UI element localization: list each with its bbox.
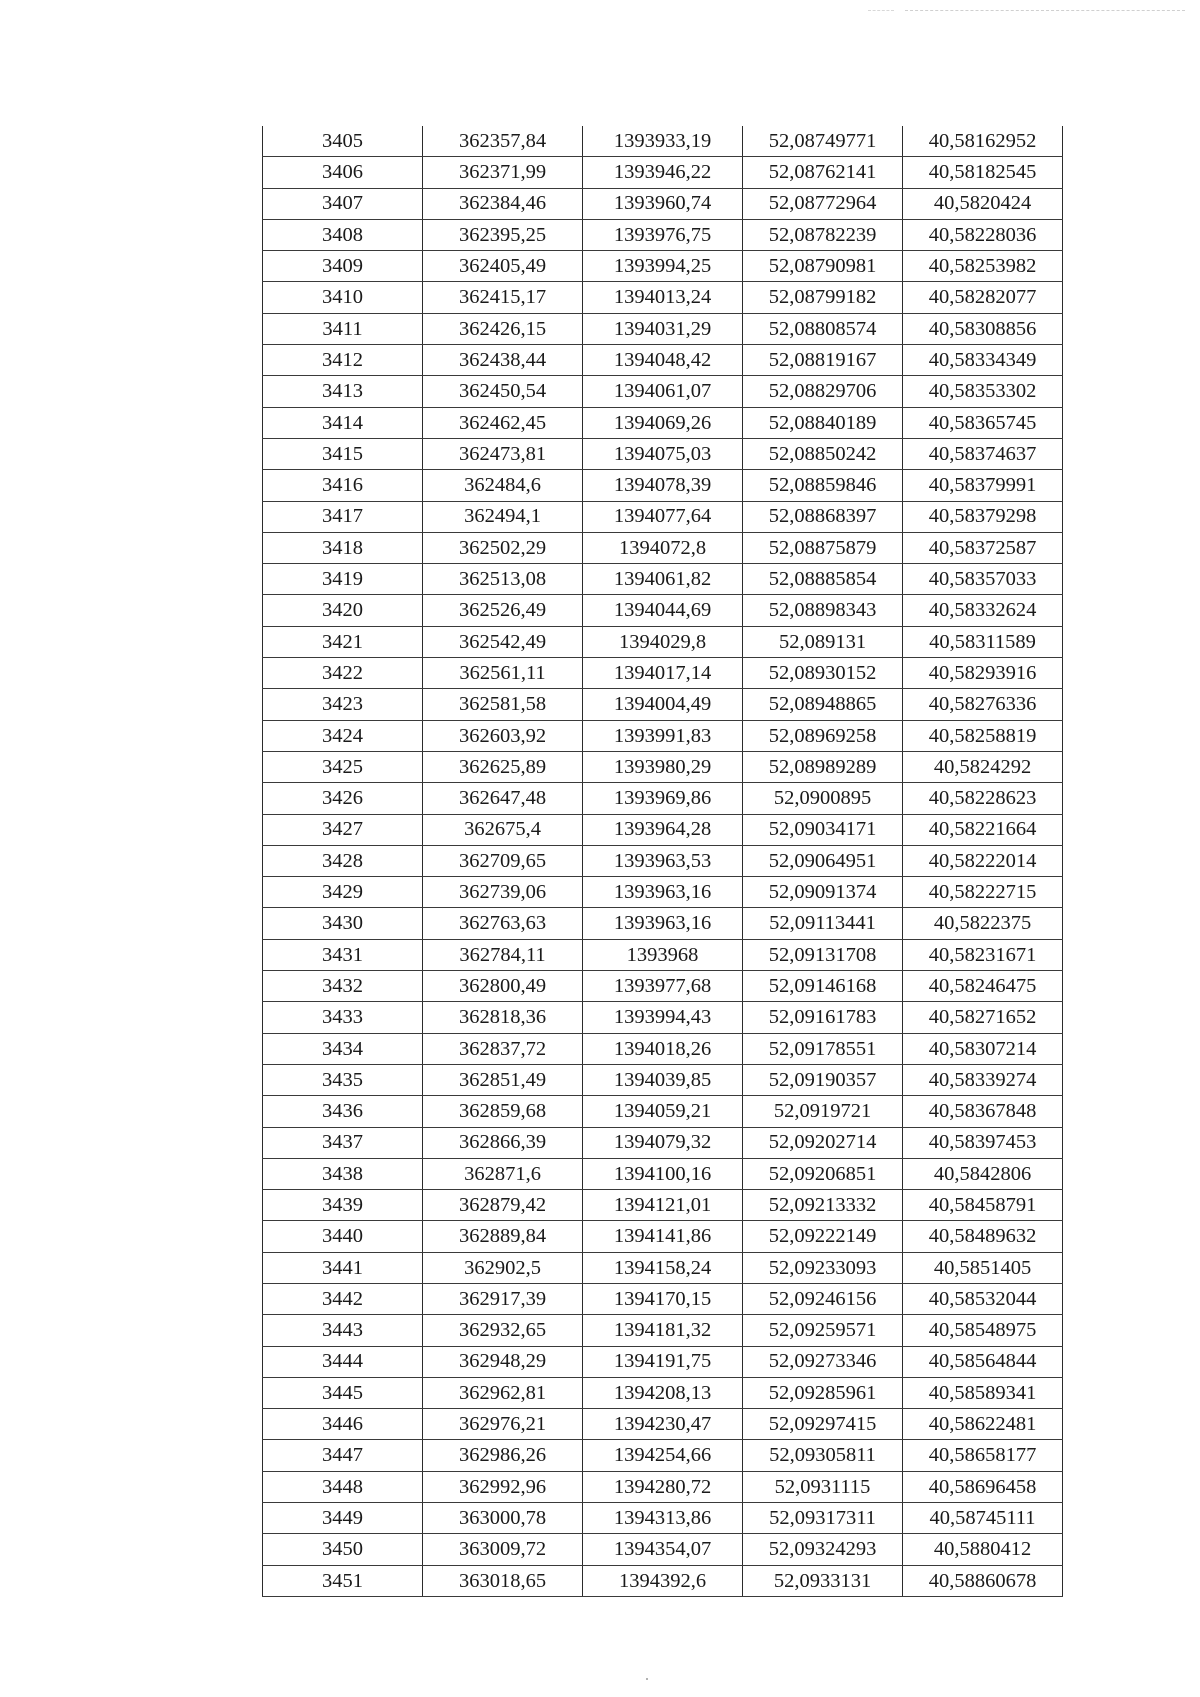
y-coordinate-cell: 1394061,07: [583, 376, 743, 407]
scan-artifact-line: [905, 10, 1185, 12]
table-row: [263, 1221, 1063, 1252]
longitude-cell: 40,58696458: [903, 1471, 1063, 1502]
longitude-cell: 40,58532044: [903, 1283, 1063, 1314]
y-coordinate-cell: 1394077,64: [583, 501, 743, 532]
y-coordinate-cell: 1394044,69: [583, 595, 743, 626]
latitude-cell: 52,09246156: [743, 1283, 903, 1314]
table-row: [263, 1315, 1063, 1346]
x-coordinate-cell: 362526,49: [423, 595, 583, 626]
longitude-cell: 40,58357033: [903, 564, 1063, 595]
x-coordinate-cell: 362871,6: [423, 1158, 583, 1189]
x-coordinate-cell: 362763,63: [423, 908, 583, 939]
longitude-cell: 40,5824292: [903, 751, 1063, 782]
latitude-cell: 52,09064951: [743, 845, 903, 876]
longitude-cell: 40,58222014: [903, 845, 1063, 876]
table-row: [263, 689, 1063, 720]
y-coordinate-cell: 1394069,26: [583, 407, 743, 438]
latitude-cell: 52,08898343: [743, 595, 903, 626]
x-coordinate-cell: 362384,46: [423, 188, 583, 219]
table-row: [263, 219, 1063, 250]
y-coordinate-cell: 1394018,26: [583, 1033, 743, 1064]
table-row: [263, 501, 1063, 532]
point-number-cell: 3408: [263, 219, 423, 250]
table-row: [263, 720, 1063, 751]
y-coordinate-cell: 1394029,8: [583, 626, 743, 657]
latitude-cell: 52,08948865: [743, 689, 903, 720]
y-coordinate-cell: 1394313,86: [583, 1503, 743, 1534]
longitude-cell: 40,58276336: [903, 689, 1063, 720]
table-row: [263, 345, 1063, 376]
x-coordinate-cell: 363018,65: [423, 1565, 583, 1596]
longitude-cell: 40,58339274: [903, 1064, 1063, 1095]
table-row: [263, 1033, 1063, 1064]
longitude-cell: 40,58271652: [903, 1002, 1063, 1033]
longitude-cell: 40,5822375: [903, 908, 1063, 939]
x-coordinate-cell: 362450,54: [423, 376, 583, 407]
y-coordinate-cell: 1394141,86: [583, 1221, 743, 1252]
x-coordinate-cell: 362462,45: [423, 407, 583, 438]
latitude-cell: 52,08969258: [743, 720, 903, 751]
latitude-cell: 52,09202714: [743, 1127, 903, 1158]
latitude-cell: 52,08885854: [743, 564, 903, 595]
y-coordinate-cell: 1394354,07: [583, 1534, 743, 1565]
point-number-cell: 3429: [263, 877, 423, 908]
latitude-cell: 52,08819167: [743, 345, 903, 376]
longitude-cell: 40,58489632: [903, 1221, 1063, 1252]
x-coordinate-cell: 362426,15: [423, 313, 583, 344]
point-number-cell: 3438: [263, 1158, 423, 1189]
y-coordinate-cell: 1394031,29: [583, 313, 743, 344]
latitude-cell: 52,09273346: [743, 1346, 903, 1377]
y-coordinate-cell: 1394061,82: [583, 564, 743, 595]
latitude-cell: 52,0919721: [743, 1096, 903, 1127]
x-coordinate-cell: 362494,1: [423, 501, 583, 532]
y-coordinate-cell: 1393977,68: [583, 971, 743, 1002]
x-coordinate-cell: 363000,78: [423, 1503, 583, 1534]
x-coordinate-cell: 362976,21: [423, 1409, 583, 1440]
latitude-cell: 52,08859846: [743, 470, 903, 501]
scan-artifact-line: [868, 10, 894, 12]
table-row: [263, 626, 1063, 657]
y-coordinate-cell: 1394392,6: [583, 1565, 743, 1596]
x-coordinate-cell: 362357,84: [423, 126, 583, 157]
table-row: [263, 658, 1063, 689]
point-number-cell: 3442: [263, 1283, 423, 1314]
y-coordinate-cell: 1394004,49: [583, 689, 743, 720]
longitude-cell: 40,58228623: [903, 783, 1063, 814]
longitude-cell: 40,58458791: [903, 1190, 1063, 1221]
y-coordinate-cell: 1394078,39: [583, 470, 743, 501]
x-coordinate-cell: 362962,81: [423, 1377, 583, 1408]
y-coordinate-cell: 1393980,29: [583, 751, 743, 782]
latitude-cell: 52,09233093: [743, 1252, 903, 1283]
point-number-cell: 3420: [263, 595, 423, 626]
x-coordinate-cell: 362513,08: [423, 564, 583, 595]
point-number-cell: 3431: [263, 939, 423, 970]
table-row: [263, 1503, 1063, 1534]
x-coordinate-cell: 362859,68: [423, 1096, 583, 1127]
x-coordinate-cell: 362502,29: [423, 532, 583, 563]
point-number-cell: 3437: [263, 1127, 423, 1158]
longitude-cell: 40,58282077: [903, 282, 1063, 313]
latitude-cell: 52,09190357: [743, 1064, 903, 1095]
longitude-cell: 40,58379991: [903, 470, 1063, 501]
table-row: [263, 1064, 1063, 1095]
latitude-cell: 52,09091374: [743, 877, 903, 908]
x-coordinate-cell: 362800,49: [423, 971, 583, 1002]
longitude-cell: 40,58548975: [903, 1315, 1063, 1346]
latitude-cell: 52,08772964: [743, 188, 903, 219]
point-number-cell: 3450: [263, 1534, 423, 1565]
point-number-cell: 3432: [263, 971, 423, 1002]
x-coordinate-cell: 362438,44: [423, 345, 583, 376]
point-number-cell: 3417: [263, 501, 423, 532]
table-row: [263, 1252, 1063, 1283]
table-row: [263, 1471, 1063, 1502]
y-coordinate-cell: 1394230,47: [583, 1409, 743, 1440]
x-coordinate-cell: 362992,96: [423, 1471, 583, 1502]
table-row: [263, 751, 1063, 782]
latitude-cell: 52,08840189: [743, 407, 903, 438]
y-coordinate-cell: 1394075,03: [583, 438, 743, 469]
table-row: [263, 313, 1063, 344]
longitude-cell: 40,5851405: [903, 1252, 1063, 1283]
point-number-cell: 3449: [263, 1503, 423, 1534]
point-number-cell: 3428: [263, 845, 423, 876]
longitude-cell: 40,58307214: [903, 1033, 1063, 1064]
y-coordinate-cell: 1393991,83: [583, 720, 743, 751]
longitude-cell: 40,58222715: [903, 877, 1063, 908]
point-number-cell: 3443: [263, 1315, 423, 1346]
x-coordinate-cell: 362415,17: [423, 282, 583, 313]
table-row: [263, 783, 1063, 814]
y-coordinate-cell: 1394191,75: [583, 1346, 743, 1377]
y-coordinate-cell: 1393963,16: [583, 877, 743, 908]
x-coordinate-cell: 362948,29: [423, 1346, 583, 1377]
y-coordinate-cell: 1393946,22: [583, 157, 743, 188]
latitude-cell: 52,08989289: [743, 751, 903, 782]
point-number-cell: 3416: [263, 470, 423, 501]
longitude-cell: 40,58246475: [903, 971, 1063, 1002]
latitude-cell: 52,0931115: [743, 1471, 903, 1502]
latitude-cell: 52,0933131: [743, 1565, 903, 1596]
latitude-cell: 52,09213332: [743, 1190, 903, 1221]
x-coordinate-cell: 362739,06: [423, 877, 583, 908]
table-row: [263, 251, 1063, 282]
y-coordinate-cell: 1394048,42: [583, 345, 743, 376]
x-coordinate-cell: 362866,39: [423, 1127, 583, 1158]
latitude-cell: 52,09324293: [743, 1534, 903, 1565]
table-row: [263, 282, 1063, 313]
latitude-cell: 52,09113441: [743, 908, 903, 939]
y-coordinate-cell: 1393963,16: [583, 908, 743, 939]
table-row: [263, 595, 1063, 626]
longitude-cell: 40,58221664: [903, 814, 1063, 845]
table-row: [263, 845, 1063, 876]
point-number-cell: 3414: [263, 407, 423, 438]
y-coordinate-cell: 1393963,53: [583, 845, 743, 876]
y-coordinate-cell: 1394121,01: [583, 1190, 743, 1221]
x-coordinate-cell: 362625,89: [423, 751, 583, 782]
longitude-cell: 40,58258819: [903, 720, 1063, 751]
longitude-cell: 40,58374637: [903, 438, 1063, 469]
x-coordinate-cell: 362879,42: [423, 1190, 583, 1221]
point-number-cell: 3433: [263, 1002, 423, 1033]
y-coordinate-cell: 1394039,85: [583, 1064, 743, 1095]
table-row: [263, 1377, 1063, 1408]
table-row: [263, 532, 1063, 563]
point-number-cell: 3439: [263, 1190, 423, 1221]
longitude-cell: 40,58367848: [903, 1096, 1063, 1127]
table-row: [263, 1096, 1063, 1127]
longitude-cell: 40,58332624: [903, 595, 1063, 626]
y-coordinate-cell: 1394100,16: [583, 1158, 743, 1189]
latitude-cell: 52,089131: [743, 626, 903, 657]
longitude-cell: 40,58365745: [903, 407, 1063, 438]
longitude-cell: 40,58308856: [903, 313, 1063, 344]
point-number-cell: 3405: [263, 126, 423, 157]
y-coordinate-cell: 1394170,15: [583, 1283, 743, 1314]
point-number-cell: 3441: [263, 1252, 423, 1283]
latitude-cell: 52,09317311: [743, 1503, 903, 1534]
point-number-cell: 3451: [263, 1565, 423, 1596]
x-coordinate-cell: 362851,49: [423, 1064, 583, 1095]
point-number-cell: 3423: [263, 689, 423, 720]
point-number-cell: 3435: [263, 1064, 423, 1095]
latitude-cell: 52,08875879: [743, 532, 903, 563]
y-coordinate-cell: 1393968: [583, 939, 743, 970]
point-number-cell: 3426: [263, 783, 423, 814]
coordinates-table: [262, 126, 1063, 1597]
y-coordinate-cell: 1394072,8: [583, 532, 743, 563]
x-coordinate-cell: 362932,65: [423, 1315, 583, 1346]
latitude-cell: 52,08808574: [743, 313, 903, 344]
latitude-cell: 52,08790981: [743, 251, 903, 282]
table-row: [263, 1158, 1063, 1189]
table-row: [263, 877, 1063, 908]
longitude-cell: 40,58228036: [903, 219, 1063, 250]
table-row: [263, 1409, 1063, 1440]
table-row: [263, 438, 1063, 469]
point-number-cell: 3445: [263, 1377, 423, 1408]
x-coordinate-cell: 362647,48: [423, 783, 583, 814]
y-coordinate-cell: 1394181,32: [583, 1315, 743, 1346]
y-coordinate-cell: 1394158,24: [583, 1252, 743, 1283]
latitude-cell: 52,08868397: [743, 501, 903, 532]
longitude-cell: 40,58311589: [903, 626, 1063, 657]
point-number-cell: 3410: [263, 282, 423, 313]
y-coordinate-cell: 1393994,43: [583, 1002, 743, 1033]
x-coordinate-cell: 362542,49: [423, 626, 583, 657]
point-number-cell: 3424: [263, 720, 423, 751]
latitude-cell: 52,08930152: [743, 658, 903, 689]
table-row: [263, 1002, 1063, 1033]
longitude-cell: 40,5880412: [903, 1534, 1063, 1565]
latitude-cell: 52,09206851: [743, 1158, 903, 1189]
y-coordinate-cell: 1393960,74: [583, 188, 743, 219]
y-coordinate-cell: 1393933,19: [583, 126, 743, 157]
point-number-cell: 3419: [263, 564, 423, 595]
table-row: [263, 814, 1063, 845]
y-coordinate-cell: 1393964,28: [583, 814, 743, 845]
latitude-cell: 52,08762141: [743, 157, 903, 188]
longitude-cell: 40,58658177: [903, 1440, 1063, 1471]
latitude-cell: 52,08850242: [743, 438, 903, 469]
point-number-cell: 3421: [263, 626, 423, 657]
point-number-cell: 3446: [263, 1409, 423, 1440]
y-coordinate-cell: 1393994,25: [583, 251, 743, 282]
longitude-cell: 40,58379298: [903, 501, 1063, 532]
y-coordinate-cell: 1393976,75: [583, 219, 743, 250]
table-row: [263, 971, 1063, 1002]
table-row: [263, 1440, 1063, 1471]
table-row: [263, 564, 1063, 595]
y-coordinate-cell: 1394059,21: [583, 1096, 743, 1127]
point-number-cell: 3415: [263, 438, 423, 469]
table-row: [263, 188, 1063, 219]
table-row: [263, 157, 1063, 188]
latitude-cell: 52,08829706: [743, 376, 903, 407]
y-coordinate-cell: 1394208,13: [583, 1377, 743, 1408]
table-row: [263, 1534, 1063, 1565]
table-row: [263, 376, 1063, 407]
point-number-cell: 3422: [263, 658, 423, 689]
y-coordinate-cell: 1394079,32: [583, 1127, 743, 1158]
x-coordinate-cell: 362473,81: [423, 438, 583, 469]
table-row: [263, 407, 1063, 438]
point-number-cell: 3409: [263, 251, 423, 282]
latitude-cell: 52,0900895: [743, 783, 903, 814]
table-row: [263, 1346, 1063, 1377]
longitude-cell: 40,5842806: [903, 1158, 1063, 1189]
x-coordinate-cell: 362371,99: [423, 157, 583, 188]
x-coordinate-cell: 362561,11: [423, 658, 583, 689]
y-coordinate-cell: 1394254,66: [583, 1440, 743, 1471]
y-coordinate-cell: 1393969,86: [583, 783, 743, 814]
latitude-cell: 52,09259571: [743, 1315, 903, 1346]
table-row: [263, 126, 1063, 157]
x-coordinate-cell: 362784,11: [423, 939, 583, 970]
coordinates-table-container: [262, 126, 1062, 1597]
x-coordinate-cell: 362395,25: [423, 219, 583, 250]
scan-artifact-dot: [646, 1678, 648, 1680]
table-row: [263, 1565, 1063, 1596]
x-coordinate-cell: 362405,49: [423, 251, 583, 282]
table-row: [263, 1127, 1063, 1158]
latitude-cell: 52,09161783: [743, 1002, 903, 1033]
point-number-cell: 3413: [263, 376, 423, 407]
point-number-cell: 3412: [263, 345, 423, 376]
point-number-cell: 3448: [263, 1471, 423, 1502]
longitude-cell: 40,58397453: [903, 1127, 1063, 1158]
longitude-cell: 40,58182545: [903, 157, 1063, 188]
longitude-cell: 40,58334349: [903, 345, 1063, 376]
x-coordinate-cell: 362818,36: [423, 1002, 583, 1033]
table-row: [263, 908, 1063, 939]
longitude-cell: 40,58253982: [903, 251, 1063, 282]
y-coordinate-cell: 1394013,24: [583, 282, 743, 313]
longitude-cell: 40,58860678: [903, 1565, 1063, 1596]
y-coordinate-cell: 1394017,14: [583, 658, 743, 689]
longitude-cell: 40,58293916: [903, 658, 1063, 689]
point-number-cell: 3406: [263, 157, 423, 188]
x-coordinate-cell: 362902,5: [423, 1252, 583, 1283]
longitude-cell: 40,58745111: [903, 1503, 1063, 1534]
table-row: [263, 1283, 1063, 1314]
latitude-cell: 52,09034171: [743, 814, 903, 845]
table-row: [263, 1190, 1063, 1221]
latitude-cell: 52,09222149: [743, 1221, 903, 1252]
point-number-cell: 3440: [263, 1221, 423, 1252]
longitude-cell: 40,58589341: [903, 1377, 1063, 1408]
x-coordinate-cell: 362581,58: [423, 689, 583, 720]
longitude-cell: 40,58372587: [903, 532, 1063, 563]
latitude-cell: 52,09297415: [743, 1409, 903, 1440]
latitude-cell: 52,08799182: [743, 282, 903, 313]
longitude-cell: 40,58622481: [903, 1409, 1063, 1440]
x-coordinate-cell: 362675,4: [423, 814, 583, 845]
latitude-cell: 52,09131708: [743, 939, 903, 970]
longitude-cell: 40,58162952: [903, 126, 1063, 157]
longitude-cell: 40,58231671: [903, 939, 1063, 970]
point-number-cell: 3425: [263, 751, 423, 782]
x-coordinate-cell: 363009,72: [423, 1534, 583, 1565]
x-coordinate-cell: 362709,65: [423, 845, 583, 876]
x-coordinate-cell: 362484,6: [423, 470, 583, 501]
point-number-cell: 3411: [263, 313, 423, 344]
point-number-cell: 3447: [263, 1440, 423, 1471]
point-number-cell: 3444: [263, 1346, 423, 1377]
point-number-cell: 3436: [263, 1096, 423, 1127]
x-coordinate-cell: 362986,26: [423, 1440, 583, 1471]
latitude-cell: 52,09305811: [743, 1440, 903, 1471]
longitude-cell: 40,58353302: [903, 376, 1063, 407]
point-number-cell: 3427: [263, 814, 423, 845]
x-coordinate-cell: 362603,92: [423, 720, 583, 751]
x-coordinate-cell: 362837,72: [423, 1033, 583, 1064]
table-row: [263, 939, 1063, 970]
point-number-cell: 3418: [263, 532, 423, 563]
y-coordinate-cell: 1394280,72: [583, 1471, 743, 1502]
x-coordinate-cell: 362889,84: [423, 1221, 583, 1252]
coordinates-table-body: [263, 126, 1063, 1596]
table-row: [263, 470, 1063, 501]
point-number-cell: 3407: [263, 188, 423, 219]
latitude-cell: 52,09285961: [743, 1377, 903, 1408]
point-number-cell: 3430: [263, 908, 423, 939]
latitude-cell: 52,09178551: [743, 1033, 903, 1064]
point-number-cell: 3434: [263, 1033, 423, 1064]
longitude-cell: 40,58564844: [903, 1346, 1063, 1377]
x-coordinate-cell: 362917,39: [423, 1283, 583, 1314]
latitude-cell: 52,08749771: [743, 126, 903, 157]
latitude-cell: 52,08782239: [743, 219, 903, 250]
longitude-cell: 40,5820424: [903, 188, 1063, 219]
latitude-cell: 52,09146168: [743, 971, 903, 1002]
